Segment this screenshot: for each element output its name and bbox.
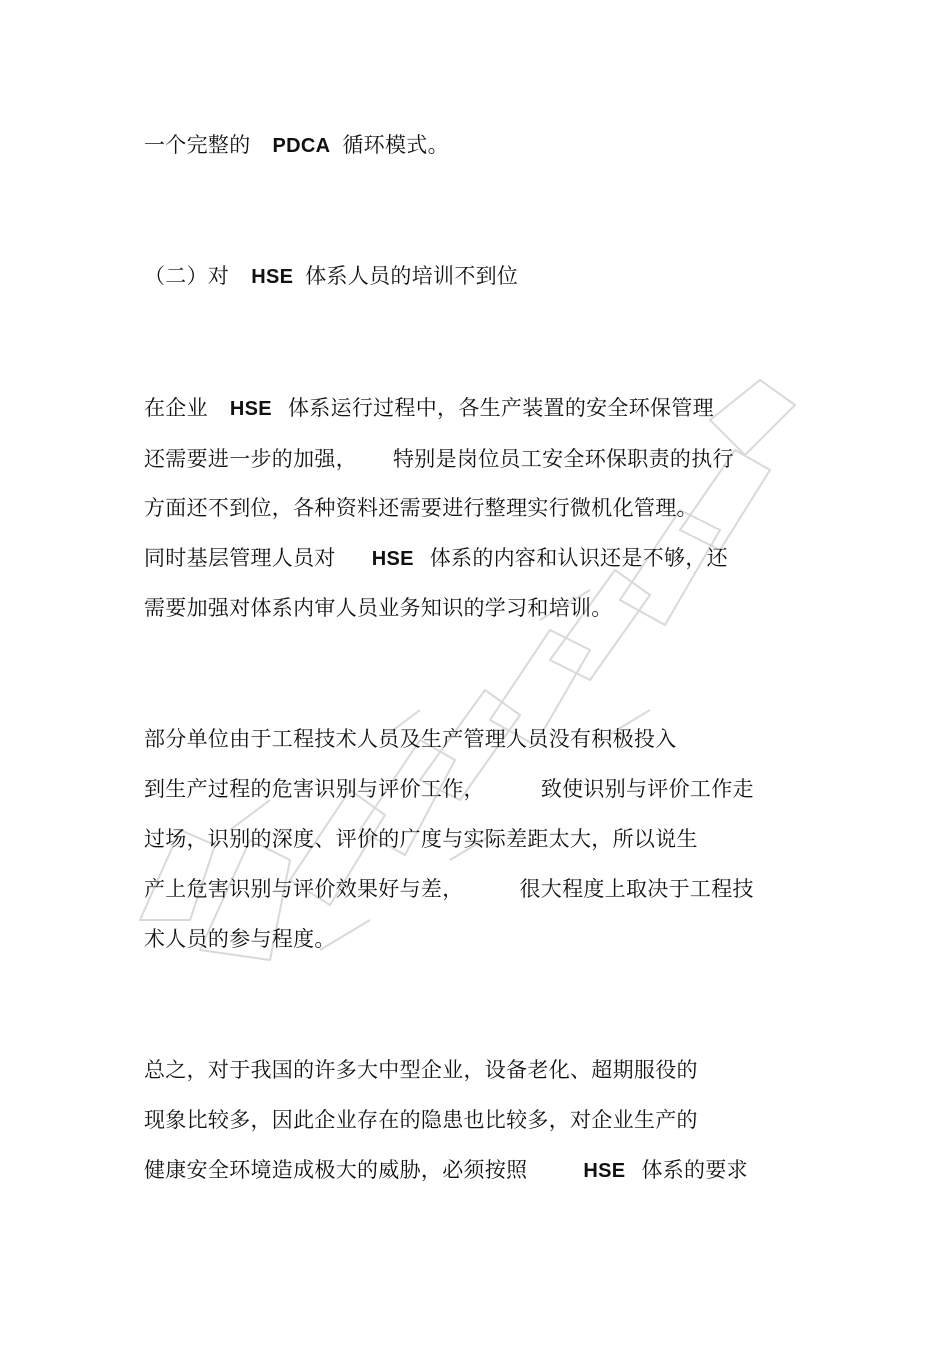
text-line: 到生产过程的危害识别与评价工作， 致使识别与评价工作走 <box>144 777 754 801</box>
section-heading: （二）对 HSE 体系人员的培训不到位 <box>144 264 519 288</box>
text-line: 同时基层管理人员对 HSE 体系的内容和认识还是不够，还 <box>144 546 728 570</box>
text-line: 现象比较多，因此企业存在的隐患也比较多，对企业生产的 <box>144 1108 698 1132</box>
text-line: 方面还不到位，各种资料还需要进行整理实行微机化管理。 <box>144 496 698 520</box>
text-line: 术人员的参与程度。 <box>144 927 336 951</box>
text-line: 过场，识别的深度、评价的广度与实际差距太大，所以说生 <box>144 827 698 851</box>
text-line: 健康安全环境造成极大的威胁，必须按照 HSE 体系的要求 <box>144 1158 748 1182</box>
text-line: 总之，对于我国的许多大中型企业，设备老化、超期服役的 <box>144 1058 698 1082</box>
text-line: 在企业 HSE 体系运行过程中，各生产装置的安全环保管理 <box>144 396 714 420</box>
text-line: 产上危害识别与评价效果好与差， 很大程度上取决于工程技 <box>144 877 754 901</box>
text-line: 需要加强对体系内审人员业务知识的学习和培训。 <box>144 596 613 620</box>
text-line: 一个完整的 PDCA 循环模式。 <box>144 133 449 157</box>
text-line: 部分单位由于工程技术人员及生产管理人员没有积极投入 <box>144 727 677 751</box>
text-line: 还需要进一步的加强， 特别是岗位员工安全环保职责的执行 <box>144 447 734 471</box>
